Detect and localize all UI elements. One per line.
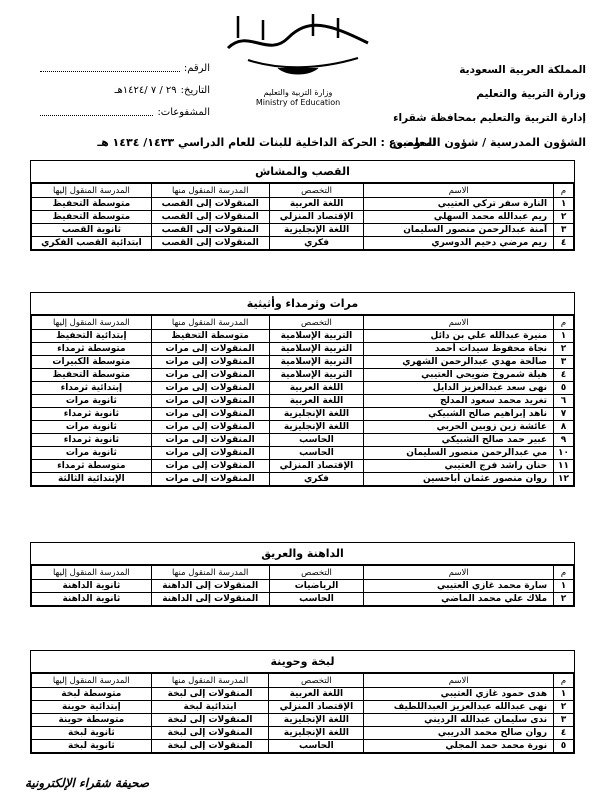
teacher-name: صالحة مهدي عبدالرحمن الشهري <box>364 356 554 369</box>
row-number: ١٢ <box>554 473 574 486</box>
column-header: م <box>554 566 574 580</box>
from-school: المنقولات إلى لبخة <box>151 740 269 753</box>
table-row <box>32 593 574 606</box>
section-title: لبخة وحوينة <box>31 651 574 673</box>
from-school: المنقولات إلى القصب <box>151 224 269 237</box>
to-school: إبتدائية ثرمداء <box>32 382 152 395</box>
row-number: ١٠ <box>554 447 574 460</box>
specialty: التربية الإسلامية <box>269 369 364 382</box>
row-number: ٣ <box>554 356 574 369</box>
specialty: اللغة العربية <box>269 382 364 395</box>
row-number: ١١ <box>554 460 574 473</box>
transfer-table <box>31 565 574 606</box>
specialty: الحاسب <box>269 434 364 447</box>
to-school: ابتدائية القصب الفكري <box>32 237 152 250</box>
teacher-name: نورة محمد حمد المجلي <box>364 740 554 753</box>
date-label: التاريخ: <box>180 85 210 96</box>
column-header: الاسم <box>364 566 554 580</box>
from-school: المنقولات إلى لبخة <box>151 714 269 727</box>
to-school: ثانوية الداهنة <box>32 580 152 593</box>
column-header: الاسم <box>364 316 554 330</box>
specialty: التربية الإسلامية <box>269 356 364 369</box>
ministry-name-ar: وزارة التربية والتعليم <box>263 88 333 97</box>
row-number: ٢ <box>554 701 574 714</box>
specialty: الرياضيات <box>269 580 364 593</box>
table-row <box>32 447 574 460</box>
specialty: اللغة الإنجليزية <box>269 714 364 727</box>
from-school: المنقولات إلى مرات <box>151 343 269 356</box>
section-title: القصب والمشاش <box>31 161 574 183</box>
column-header: المدرسة المنقول إليها <box>32 184 152 198</box>
reference-block <box>40 58 210 124</box>
column-header: التخصص <box>269 674 364 688</box>
subject-title: الموضوع : الحركة الداخلية للبنات للعام الدراسي ١٤٣٣/ ١٤٣٤ هـ <box>97 136 436 149</box>
table-row <box>32 369 574 382</box>
from-school: المنقولات إلى مرات <box>151 395 269 408</box>
specialty: الحاسب <box>269 593 364 606</box>
table-row <box>32 688 574 701</box>
row-number: ٥ <box>554 740 574 753</box>
column-header: المدرسة المنقول إليها <box>32 674 152 688</box>
teacher-name: هدى حمود غازي العتيبي <box>364 688 554 701</box>
specialty: الإقتصاد المنزلي <box>269 701 364 714</box>
row-number: ٣ <box>554 224 574 237</box>
teacher-name: منيرة عبدالله علي بن دائل <box>364 330 554 343</box>
column-header: المدرسة المنقول منها <box>151 674 269 688</box>
specialty: اللغة العربية <box>269 395 364 408</box>
table-header-row <box>32 184 574 198</box>
to-school: إبتدائية حوينة <box>32 701 152 714</box>
specialty: التربية الإسلامية <box>269 343 364 356</box>
row-number: ٥ <box>554 382 574 395</box>
from-school: المنقولات إلى مرات <box>151 408 269 421</box>
column-header: المدرسة المنقول منها <box>151 316 269 330</box>
table-row <box>32 714 574 727</box>
row-number: ١ <box>554 330 574 343</box>
table-row <box>32 330 574 343</box>
row-number: ٨ <box>554 421 574 434</box>
teacher-name: ريم عبدالله محمد السهلي <box>364 211 554 224</box>
column-header: المدرسة المنقول إليها <box>32 566 152 580</box>
ministry-logo <box>218 8 378 128</box>
specialty: اللغة العربية <box>269 688 364 701</box>
transfer-table <box>31 315 574 486</box>
from-school: المنقولات إلى مرات <box>151 447 269 460</box>
footer-brand: صحيفة شقراء الإلكترونية <box>24 776 150 790</box>
from-school: ابتدائية لبخة <box>151 701 269 714</box>
from-school: المنقولات إلى مرات <box>151 369 269 382</box>
row-number: ٤ <box>554 237 574 250</box>
issuer-ministry: وزارة التربية والتعليم <box>476 88 586 100</box>
column-header: م <box>554 316 574 330</box>
column-header: التخصص <box>269 316 364 330</box>
column-header: الاسم <box>364 184 554 198</box>
table-row <box>32 727 574 740</box>
teacher-name: آمنة عبدالرحمن منصور السليمان <box>364 224 554 237</box>
to-school: ثانوية مرات <box>32 421 152 434</box>
issuer-department: إدارة التربية والتعليم بمحافظة شقراء <box>393 112 586 124</box>
column-header: م <box>554 184 574 198</box>
table-row <box>32 421 574 434</box>
issuer-block <box>386 58 586 130</box>
table-row <box>32 701 574 714</box>
to-school: متوسطة لبخة <box>32 688 152 701</box>
to-school: متوسطة الكبيرات <box>32 356 152 369</box>
column-header: المدرسة المنقول منها <box>151 184 269 198</box>
ref-dots <box>40 58 180 72</box>
from-school: المنقولات إلى القصب <box>151 237 269 250</box>
specialty: الحاسب <box>269 447 364 460</box>
column-header: م <box>554 674 574 688</box>
from-school: المنقولات إلى مرات <box>151 421 269 434</box>
teacher-name: سارة محمد غازي العتيبي <box>364 580 554 593</box>
ministry-name <box>238 88 358 108</box>
to-school: متوسطة حوينة <box>32 714 152 727</box>
from-school: المنقولات إلى مرات <box>151 382 269 395</box>
row-number: ٩ <box>554 434 574 447</box>
specialty: التربية الإسلامية <box>269 330 364 343</box>
teacher-name: عبير حمد صالح الشبيكي <box>364 434 554 447</box>
to-school: ثانوية لبخة <box>32 727 152 740</box>
row-number: ٢ <box>554 211 574 224</box>
ministry-name-en: Ministry of Education <box>255 98 341 107</box>
to-school: ثانوية مرات <box>32 447 152 460</box>
table-row <box>32 237 574 250</box>
table-header-row <box>32 674 574 688</box>
to-school: ثانوية ثرمداء <box>32 408 152 421</box>
section-2 <box>30 292 575 487</box>
row-number: ٤ <box>554 369 574 382</box>
transfer-table <box>31 673 574 753</box>
to-school: متوسطة التحفيظ <box>32 211 152 224</box>
specialty: اللغة الإنجليزية <box>269 224 364 237</box>
date-value: ٢٩ / ٧ /١٤٢٤هـ <box>114 85 177 96</box>
table-row <box>32 211 574 224</box>
transfer-table <box>31 183 574 250</box>
to-school: ثانوية ثرمداء <box>32 434 152 447</box>
teacher-name: حنان راشد فرج العتيبي <box>364 460 554 473</box>
teacher-name: ناهد إبراهيم صالح الشبيكي <box>364 408 554 421</box>
from-school: المنقولات إلى مرات <box>151 460 269 473</box>
to-school: الإبتدائية الثالثة <box>32 473 152 486</box>
specialty: الحاسب <box>269 740 364 753</box>
to-school: إبتدائية التحفيظ <box>32 330 152 343</box>
issuer-country: المملكة العربية السعودية <box>459 64 586 76</box>
teacher-name: ريم مرضي دحيم الدوسري <box>364 237 554 250</box>
teacher-name: مي عبدالرحمن منصور السليمان <box>364 447 554 460</box>
table-row <box>32 473 574 486</box>
column-header: المدرسة المنقول منها <box>151 566 269 580</box>
section-title: مرات وثرمداء وأثيثية <box>31 293 574 315</box>
section-1 <box>30 160 575 251</box>
from-school: المنقولات إلى القصب <box>151 198 269 211</box>
column-header: الاسم <box>364 674 554 688</box>
section-3 <box>30 542 575 607</box>
teacher-name: النارة سفر تركي العتيبي <box>364 198 554 211</box>
teacher-name: ملاك علي محمد الماضي <box>364 593 554 606</box>
teacher-name: روان منصور عثمان أباحسين <box>364 473 554 486</box>
row-number: ٢ <box>554 593 574 606</box>
table-header-row <box>32 316 574 330</box>
table-row <box>32 408 574 421</box>
column-header: المدرسة المنقول إليها <box>32 316 152 330</box>
specialty: اللغة الإنجليزية <box>269 727 364 740</box>
from-school: المنقولات إلى مرات <box>151 356 269 369</box>
column-header: التخصص <box>269 184 364 198</box>
teacher-name: ندى سليمان عبدالله الرديني <box>364 714 554 727</box>
teacher-name: روان صالح محمد الدريبي <box>364 727 554 740</box>
specialty: الإقتصاد المنزلي <box>269 460 364 473</box>
to-school: ثانوية مرات <box>32 395 152 408</box>
row-number: ١ <box>554 580 574 593</box>
teacher-name: نهى سعد عبدالعزيز الدايل <box>364 382 554 395</box>
specialty: فكري <box>269 473 364 486</box>
row-number: ٢ <box>554 343 574 356</box>
table-row <box>32 382 574 395</box>
to-school: متوسطة التحفيظ <box>32 198 152 211</box>
to-school: ثانوية لبخة <box>32 740 152 753</box>
teacher-name: نهى عبدالله عبدالعزيز العبداللطيف <box>364 701 554 714</box>
to-school: متوسطة التحفيظ <box>32 369 152 382</box>
specialty: فكري <box>269 237 364 250</box>
column-header: التخصص <box>269 566 364 580</box>
from-school: المنقولات إلى لبخة <box>151 688 269 701</box>
row-number: ٦ <box>554 395 574 408</box>
from-school: المنقولات إلى القصب <box>151 211 269 224</box>
table-row <box>32 343 574 356</box>
to-school: ثانوية القصب <box>32 224 152 237</box>
table-row <box>32 198 574 211</box>
teacher-name: نجاة محفوظ سيدات أحمد <box>364 343 554 356</box>
from-school: المنقولات إلى الداهنة <box>151 593 269 606</box>
ref-label: الرقم: <box>183 63 210 74</box>
department-label: الشؤون المدرسية / شؤون المعلمين <box>392 136 586 149</box>
from-school: المنقولات إلى مرات <box>151 434 269 447</box>
row-number: ٣ <box>554 714 574 727</box>
to-school: متوسطة ثرمداء <box>32 343 152 356</box>
teacher-name: عائشة زين زوبين الحربي <box>364 421 554 434</box>
to-school: ثانوية الداهنة <box>32 593 152 606</box>
teacher-name: تغريد محمد سعود المدلج <box>364 395 554 408</box>
section-4 <box>30 650 575 754</box>
table-row <box>32 740 574 753</box>
table-header-row <box>32 566 574 580</box>
table-row <box>32 460 574 473</box>
specialty: اللغة العربية <box>269 198 364 211</box>
table-row <box>32 395 574 408</box>
from-school: المنقولات إلى لبخة <box>151 727 269 740</box>
row-number: ٤ <box>554 727 574 740</box>
table-row <box>32 434 574 447</box>
specialty: اللغة الإنجليزية <box>269 421 364 434</box>
table-row <box>32 224 574 237</box>
to-school: متوسطة ثرمداء <box>32 460 152 473</box>
row-number: ٧ <box>554 408 574 421</box>
specialty: اللغة الإنجليزية <box>269 408 364 421</box>
subject-line <box>14 136 586 154</box>
teacher-name: هيلة شمروخ ضويحي العتيبي <box>364 369 554 382</box>
section-title: الداهنة والعريق <box>31 543 574 565</box>
from-school: متوسطة التحفيظ <box>151 330 269 343</box>
from-school: المنقولات إلى مرات <box>151 473 269 486</box>
table-row <box>32 580 574 593</box>
attachments-dots <box>40 102 153 116</box>
from-school: المنقولات إلى الداهنة <box>151 580 269 593</box>
table-row <box>32 356 574 369</box>
basmala-calligraphy <box>218 8 378 78</box>
attachments-label: المشفوعات: <box>157 107 210 118</box>
row-number: ١ <box>554 688 574 701</box>
row-number: ١ <box>554 198 574 211</box>
specialty: الإقتصاد المنزلي <box>269 211 364 224</box>
